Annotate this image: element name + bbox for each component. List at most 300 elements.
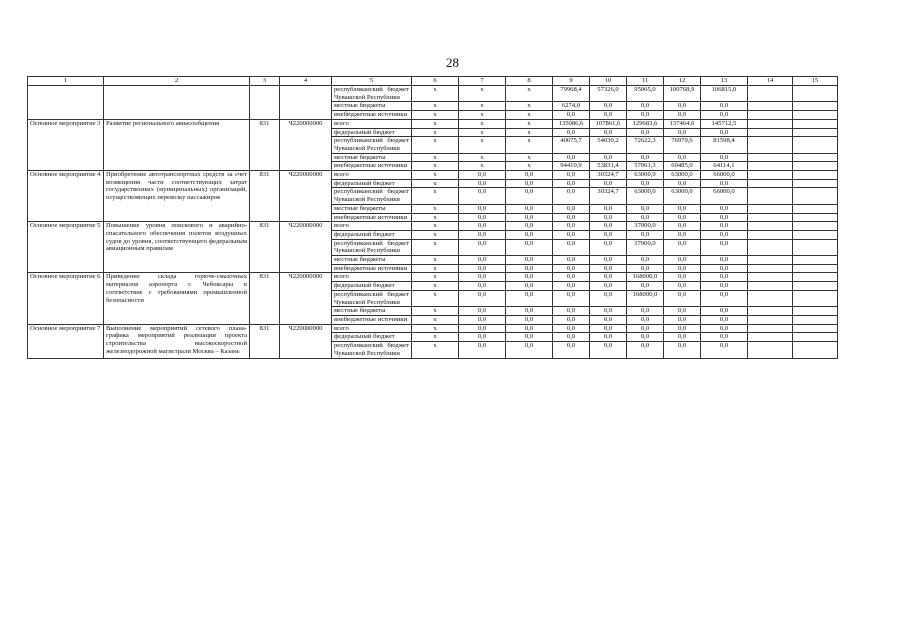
value-col-13: 0,0 [701,239,748,255]
value-col-10: 0,0 [590,153,627,162]
value-col-8: 0,0 [506,171,553,180]
value-col-9: 0,0 [553,273,590,282]
value-col-14 [748,213,793,222]
value-col-10: 0,0 [590,315,627,324]
value-col-14 [748,162,793,171]
value-col-11: 0,0 [627,204,664,213]
value-col-7: 0,0 [459,264,506,273]
value-col-11: 0,0 [627,333,664,342]
budget-table [27,76,838,359]
value-col-8: 0,0 [506,273,553,282]
measure-name: Основное мероприятие 6 [28,273,104,324]
value-col-7: x [459,162,506,171]
value-col-11: 95065,0 [627,86,664,102]
value-col-9: 0,0 [553,315,590,324]
value-col-13: 0,0 [701,153,748,162]
value-col-12: 137464,6 [664,119,701,128]
value-col-13: 0,0 [701,333,748,342]
column-number-15: 15 [793,77,838,86]
value-col-10: 0,0 [590,282,627,291]
value-col-6: x [412,256,459,265]
value-col-13: 66000,0 [701,171,748,180]
grbs-code: 831 [250,171,280,222]
value-col-11: 0,0 [627,102,664,111]
funding-source: местные бюджеты [332,102,412,111]
funding-source: внебюджетные источники [332,315,412,324]
value-col-8: 0,0 [506,333,553,342]
value-col-10: 53831,4 [590,162,627,171]
value-col-8: x [506,153,553,162]
table-row [28,86,838,102]
value-col-9: 0,0 [553,179,590,188]
value-col-9: 6274,0 [553,102,590,111]
value-col-12: 60485,0 [664,162,701,171]
column-number-10: 10 [590,77,627,86]
value-col-7: 0,0 [459,333,506,342]
value-col-15 [793,273,838,282]
value-col-7: x [459,153,506,162]
value-col-8: x [506,119,553,128]
value-col-9: 0,0 [553,111,590,120]
value-col-10: 0,0 [590,128,627,137]
value-col-7: x [459,111,506,120]
column-number-11: 11 [627,77,664,86]
value-col-11: 0,0 [627,128,664,137]
value-col-9: 0,0 [553,324,590,333]
column-number-6: 6 [412,77,459,86]
value-col-14 [748,256,793,265]
funding-source: федеральный бюджет [332,128,412,137]
measure-description: Приобретение автотранспортных средств за счет возмещения части соответствующих затрат государственных (муниципальных) организаций, осуществляющих перевозку пассажиров [104,171,250,222]
value-col-8: 0,0 [506,222,553,231]
value-col-11: 0,0 [627,256,664,265]
table-row [28,171,838,180]
funding-source: республиканский бюджет Чувашской Республики [332,290,412,306]
funding-source: федеральный бюджет [332,230,412,239]
value-col-9: 0,0 [553,264,590,273]
value-col-14 [748,119,793,128]
value-col-11: 0,0 [627,179,664,188]
value-col-15 [793,137,838,153]
value-col-6: x [412,239,459,255]
value-col-7: 0,0 [459,256,506,265]
target-code: Ч220000000 [280,324,332,358]
table-row [28,324,838,333]
value-col-11: 0,0 [627,307,664,316]
value-col-6: x [412,282,459,291]
value-col-14 [748,230,793,239]
value-col-8: x [506,162,553,171]
column-number-8: 8 [506,77,553,86]
value-col-15 [793,128,838,137]
value-col-6: x [412,290,459,306]
value-col-14 [748,188,793,204]
value-col-6: x [412,222,459,231]
value-col-15 [793,213,838,222]
value-col-14 [748,86,793,102]
value-col-9: 94410,9 [553,162,590,171]
value-col-10: 0,0 [590,333,627,342]
funding-source: внебюджетные источники [332,264,412,273]
value-col-13: 0,0 [701,230,748,239]
measure-description: Развитие регионального авиасообщения [104,119,250,170]
value-col-6: x [412,230,459,239]
value-col-12: 0,0 [664,153,701,162]
value-col-8: 0,0 [506,179,553,188]
value-col-12: 0,0 [664,222,701,231]
value-col-10: 0,0 [590,324,627,333]
value-col-13: 0,0 [701,179,748,188]
value-col-9: 0,0 [553,128,590,137]
value-col-10: 0,0 [590,204,627,213]
value-col-9: 0,0 [553,204,590,213]
value-col-8: x [506,111,553,120]
value-col-6: x [412,342,459,358]
column-number-row [28,77,838,86]
value-col-7: 0,0 [459,222,506,231]
value-col-9: 0,0 [553,230,590,239]
value-col-14 [748,153,793,162]
value-col-11: 72622,3 [627,137,664,153]
value-col-12: 0,0 [664,256,701,265]
value-col-11: 168000,0 [627,273,664,282]
value-col-11: 0,0 [627,264,664,273]
value-col-15 [793,162,838,171]
value-col-8: 0,0 [506,239,553,255]
value-col-9: 0,0 [553,290,590,306]
column-number-4: 4 [280,77,332,86]
value-col-10: 0,0 [590,264,627,273]
value-col-11: 129683,6 [627,119,664,128]
column-number-2: 2 [104,77,250,86]
value-col-7: 0,0 [459,307,506,316]
value-col-7: 0,0 [459,342,506,358]
value-col-11: 168000,0 [627,290,664,306]
value-col-9: 0,0 [553,256,590,265]
value-col-13: 64114,1 [701,162,748,171]
value-col-15 [793,282,838,291]
value-col-11: 63000,0 [627,188,664,204]
column-number-12: 12 [664,77,701,86]
value-col-15 [793,171,838,180]
value-col-14 [748,264,793,273]
value-col-10: 0,0 [590,342,627,358]
value-col-15 [793,342,838,358]
value-col-13: 0,0 [701,256,748,265]
value-col-13: 0,0 [701,204,748,213]
value-col-15 [793,179,838,188]
value-col-11: 0,0 [627,342,664,358]
value-col-9: 0,0 [553,333,590,342]
value-col-13: 0,0 [701,128,748,137]
value-col-8: 0,0 [506,204,553,213]
measure-description [104,86,250,120]
value-col-6: x [412,188,459,204]
value-col-12: 0,0 [664,179,701,188]
value-col-14 [748,307,793,316]
value-col-7: x [459,102,506,111]
value-col-6: x [412,213,459,222]
value-col-10: 0,0 [590,222,627,231]
value-col-14 [748,342,793,358]
value-col-7: 0,0 [459,213,506,222]
value-col-14 [748,111,793,120]
value-col-15 [793,153,838,162]
value-col-8: x [506,128,553,137]
value-col-14 [748,222,793,231]
funding-source: республиканский бюджет Чувашской Республики [332,188,412,204]
value-col-14 [748,137,793,153]
value-col-15 [793,119,838,128]
value-col-15 [793,102,838,111]
value-col-13: 145712,5 [701,119,748,128]
value-col-11: 0,0 [627,315,664,324]
grbs-code [250,86,280,120]
value-col-13: 66000,0 [701,188,748,204]
value-col-15 [793,333,838,342]
value-col-6: x [412,111,459,120]
value-col-8: 0,0 [506,264,553,273]
value-col-9: 0,0 [553,171,590,180]
measure-description: Приведение склада горюче-смазочных материалов аэропорта г. Чебоксары в соответствие с требованиями промышленной безопасности [104,273,250,324]
table-header [28,77,838,86]
target-code [280,86,332,120]
funding-source: федеральный бюджет [332,282,412,291]
value-col-10: 0,0 [590,179,627,188]
measure-description: Повышение уровня поискового и аварийно-спасательного обеспечения полетов воздушных судов до уровня, соответствующего федеральным авиационным правилам [104,222,250,273]
value-col-6: x [412,264,459,273]
value-col-7: 0,0 [459,282,506,291]
measure-name: Основное мероприятие 3 [28,119,104,170]
value-col-14 [748,204,793,213]
value-col-14 [748,333,793,342]
value-col-7: 0,0 [459,204,506,213]
value-col-9: 0,0 [553,239,590,255]
value-col-8: x [506,137,553,153]
value-col-12: 0,0 [664,102,701,111]
value-col-9: 0,0 [553,188,590,204]
value-col-14 [748,171,793,180]
value-col-15 [793,324,838,333]
target-code: Ч220000000 [280,171,332,222]
value-col-10: 0,0 [590,256,627,265]
value-col-12: 0,0 [664,213,701,222]
value-col-9: 0,0 [553,342,590,358]
funding-source: внебюджетные источники [332,162,412,171]
value-col-6: x [412,119,459,128]
grbs-code: 831 [250,119,280,170]
value-col-8: 0,0 [506,282,553,291]
value-col-7: 0,0 [459,290,506,306]
value-col-14 [748,324,793,333]
value-col-12: 0,0 [664,204,701,213]
value-col-6: x [412,86,459,102]
value-col-13: 0,0 [701,315,748,324]
column-number-9: 9 [553,77,590,86]
grbs-code: 831 [250,222,280,273]
value-col-6: x [412,153,459,162]
value-col-9: 0,0 [553,153,590,162]
value-col-12: 0,0 [664,111,701,120]
funding-source: местные бюджеты [332,204,412,213]
value-col-15 [793,256,838,265]
value-col-7: 0,0 [459,171,506,180]
value-col-6: x [412,171,459,180]
measure-name [28,86,104,120]
value-col-7: 0,0 [459,239,506,255]
value-col-12: 0,0 [664,264,701,273]
value-col-13: 0,0 [701,273,748,282]
value-col-6: x [412,204,459,213]
value-col-8: 0,0 [506,324,553,333]
value-col-13: 0,0 [701,307,748,316]
value-col-10: 0,0 [590,239,627,255]
value-col-12: 0,0 [664,324,701,333]
value-col-9: 0,0 [553,213,590,222]
value-col-6: x [412,137,459,153]
funding-source: республиканский бюджет Чувашской Республики [332,86,412,102]
value-col-10: 54030,2 [590,137,627,153]
value-col-11: 0,0 [627,153,664,162]
value-col-12: 63000,0 [664,171,701,180]
value-col-15 [793,239,838,255]
value-col-7: 0,0 [459,324,506,333]
grbs-code: 831 [250,273,280,324]
value-col-8: 0,0 [506,256,553,265]
value-col-7: 0,0 [459,188,506,204]
funding-source: всего [332,222,412,231]
value-col-7: 0,0 [459,273,506,282]
value-col-15 [793,230,838,239]
value-col-12: 0,0 [664,290,701,306]
value-col-15 [793,307,838,316]
value-col-6: x [412,128,459,137]
column-number-7: 7 [459,77,506,86]
value-col-10: 30324,7 [590,188,627,204]
funding-source: федеральный бюджет [332,333,412,342]
value-col-8: 0,0 [506,213,553,222]
measure-name: Основное мероприятие 5 [28,222,104,273]
column-number-13: 13 [701,77,748,86]
funding-source: федеральный бюджет [332,179,412,188]
value-col-15 [793,222,838,231]
value-col-6: x [412,179,459,188]
value-col-7: x [459,86,506,102]
value-col-7: x [459,137,506,153]
value-col-6: x [412,162,459,171]
value-col-8: 0,0 [506,290,553,306]
value-col-9: 40675,7 [553,137,590,153]
value-col-8: 0,0 [506,188,553,204]
value-col-11: 0,0 [627,230,664,239]
value-col-13: 0,0 [701,324,748,333]
funding-source: всего [332,273,412,282]
value-col-8: 0,0 [506,342,553,358]
page-number: 28 [446,55,459,70]
value-col-13: 81598,4 [701,137,748,153]
value-col-6: x [412,324,459,333]
funding-source: республиканский бюджет Чувашской Республики [332,137,412,153]
value-col-11: 0,0 [627,324,664,333]
value-col-10: 0,0 [590,111,627,120]
value-col-10: 0,0 [590,213,627,222]
value-col-10: 0,0 [590,102,627,111]
value-col-12: 63000,0 [664,188,701,204]
column-number-3: 3 [250,77,280,86]
value-col-13: 0,0 [701,102,748,111]
column-number-14: 14 [748,77,793,86]
value-col-13: 0,0 [701,290,748,306]
value-col-7: 0,0 [459,315,506,324]
value-col-7: x [459,128,506,137]
value-col-12: 76979,6 [664,137,701,153]
value-col-15 [793,86,838,102]
value-col-15 [793,264,838,273]
funding-source: республиканский бюджет Чувашской Республики [332,342,412,358]
value-col-10: 0,0 [590,230,627,239]
value-col-13: 0,0 [701,264,748,273]
value-col-12: 0,0 [664,128,701,137]
value-col-6: x [412,307,459,316]
funding-source: местные бюджеты [332,256,412,265]
value-col-13: 106815,0 [701,86,748,102]
measure-description: Выполнение мероприятий сетевого плана-графика мероприятий реализации проекта строительства высокоскоростной железнодорожной магистрали Москва – Казань [104,324,250,358]
value-col-11: 63000,0 [627,171,664,180]
value-col-8: 0,0 [506,307,553,316]
funding-source: местные бюджеты [332,153,412,162]
value-col-15 [793,290,838,306]
value-col-6: x [412,273,459,282]
value-col-9: 0,0 [553,222,590,231]
value-col-12: 0,0 [664,282,701,291]
value-col-14 [748,315,793,324]
value-col-14 [748,239,793,255]
value-col-12: 0,0 [664,342,701,358]
measure-name: Основное мероприятие 7 [28,324,104,358]
column-number-1: 1 [28,77,104,86]
table-body [28,86,838,359]
table-row [28,119,838,128]
measure-name: Основное мероприятие 4 [28,171,104,222]
value-col-13: 0,0 [701,111,748,120]
value-col-11: 57061,3 [627,162,664,171]
value-col-10: 107861,6 [590,119,627,128]
value-col-10: 0,0 [590,290,627,306]
value-col-8: 0,0 [506,315,553,324]
value-col-14 [748,128,793,137]
value-col-13: 0,0 [701,213,748,222]
value-col-15 [793,111,838,120]
value-col-8: x [506,86,553,102]
value-col-9: 0,0 [553,282,590,291]
value-col-7: x [459,119,506,128]
value-col-11: 0,0 [627,213,664,222]
value-col-12: 0,0 [664,230,701,239]
value-col-13: 0,0 [701,222,748,231]
table-row [28,273,838,282]
value-col-10: 0,0 [590,273,627,282]
funding-source: всего [332,324,412,333]
target-code: Ч220000000 [280,222,332,273]
value-col-10: 0,0 [590,307,627,316]
value-col-11: 0,0 [627,282,664,291]
value-col-14 [748,102,793,111]
funding-source: внебюджетные источники [332,213,412,222]
value-col-6: x [412,102,459,111]
value-col-12: 0,0 [664,307,701,316]
value-col-12: 0,0 [664,273,701,282]
value-col-6: x [412,315,459,324]
